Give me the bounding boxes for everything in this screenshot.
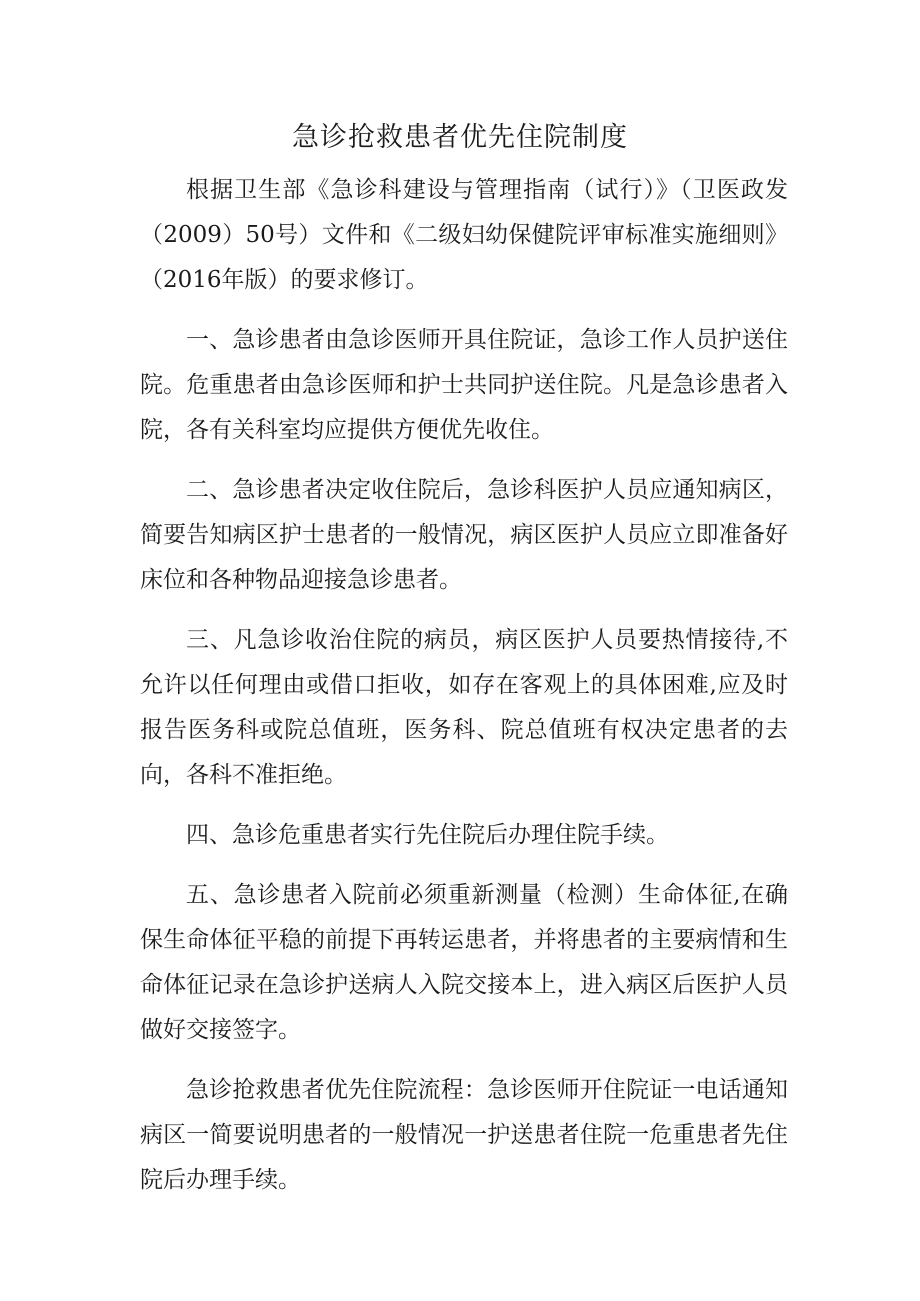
paragraph-item-5: 五、急诊患者入院前必须重新测量（检测）生命体征,在确保生命体征平稳的前提下再转运患者，并将患者的主要病情和生命体征记录在急诊护送病人入院交接本上，进入病区后医护人员做好交接签字。 <box>140 882 788 1043</box>
paragraph-process-flow: 急诊抢救患者优先住院流程：急诊医师开住院证一电话通知病区一简要说明患者的一般情况一护送患者住院一危重患者先住院后办理手续。 <box>140 1077 788 1193</box>
paragraph-item-2: 二、急诊患者决定收住院后，急诊科医护人员应通知病区，简要告知病区护士患者的一般情况，病区医护人员应立即准备好床位和各种物品迎接急诊患者。 <box>140 477 788 593</box>
paragraph-item-3: 三、凡急诊收治住院的病员，病区医护人员要热情接待,不允许以任何理由或借口拒收，如存在客观上的具体困难,应及时报告医务科或院总值班，医务科、院总值班有权决定患者的去向，各科不准拒绝。 <box>140 627 788 788</box>
paragraph-item-4: 四、急诊危重患者实行先住院后办理住院手续。 <box>186 822 669 848</box>
document-body <box>140 168 788 1218</box>
paragraph-item-1: 一、急诊患者由急诊医师开具住院证，急诊工作人员护送住院。危重患者由急诊医师和护士共同护送住院。凡是急诊患者入院，各有关科室均应提供方便优先收住。 <box>140 327 788 443</box>
document-title: 急诊抢救患者优先住院制度 <box>292 122 628 153</box>
paragraph-preamble: 根据卫生部《急诊科建设与管理指南（试行）》（卫医政发（2009）50号）文件和《二级妇幼保健院评审标准实施细则》（2016年版）的要求修订。 <box>140 177 788 293</box>
